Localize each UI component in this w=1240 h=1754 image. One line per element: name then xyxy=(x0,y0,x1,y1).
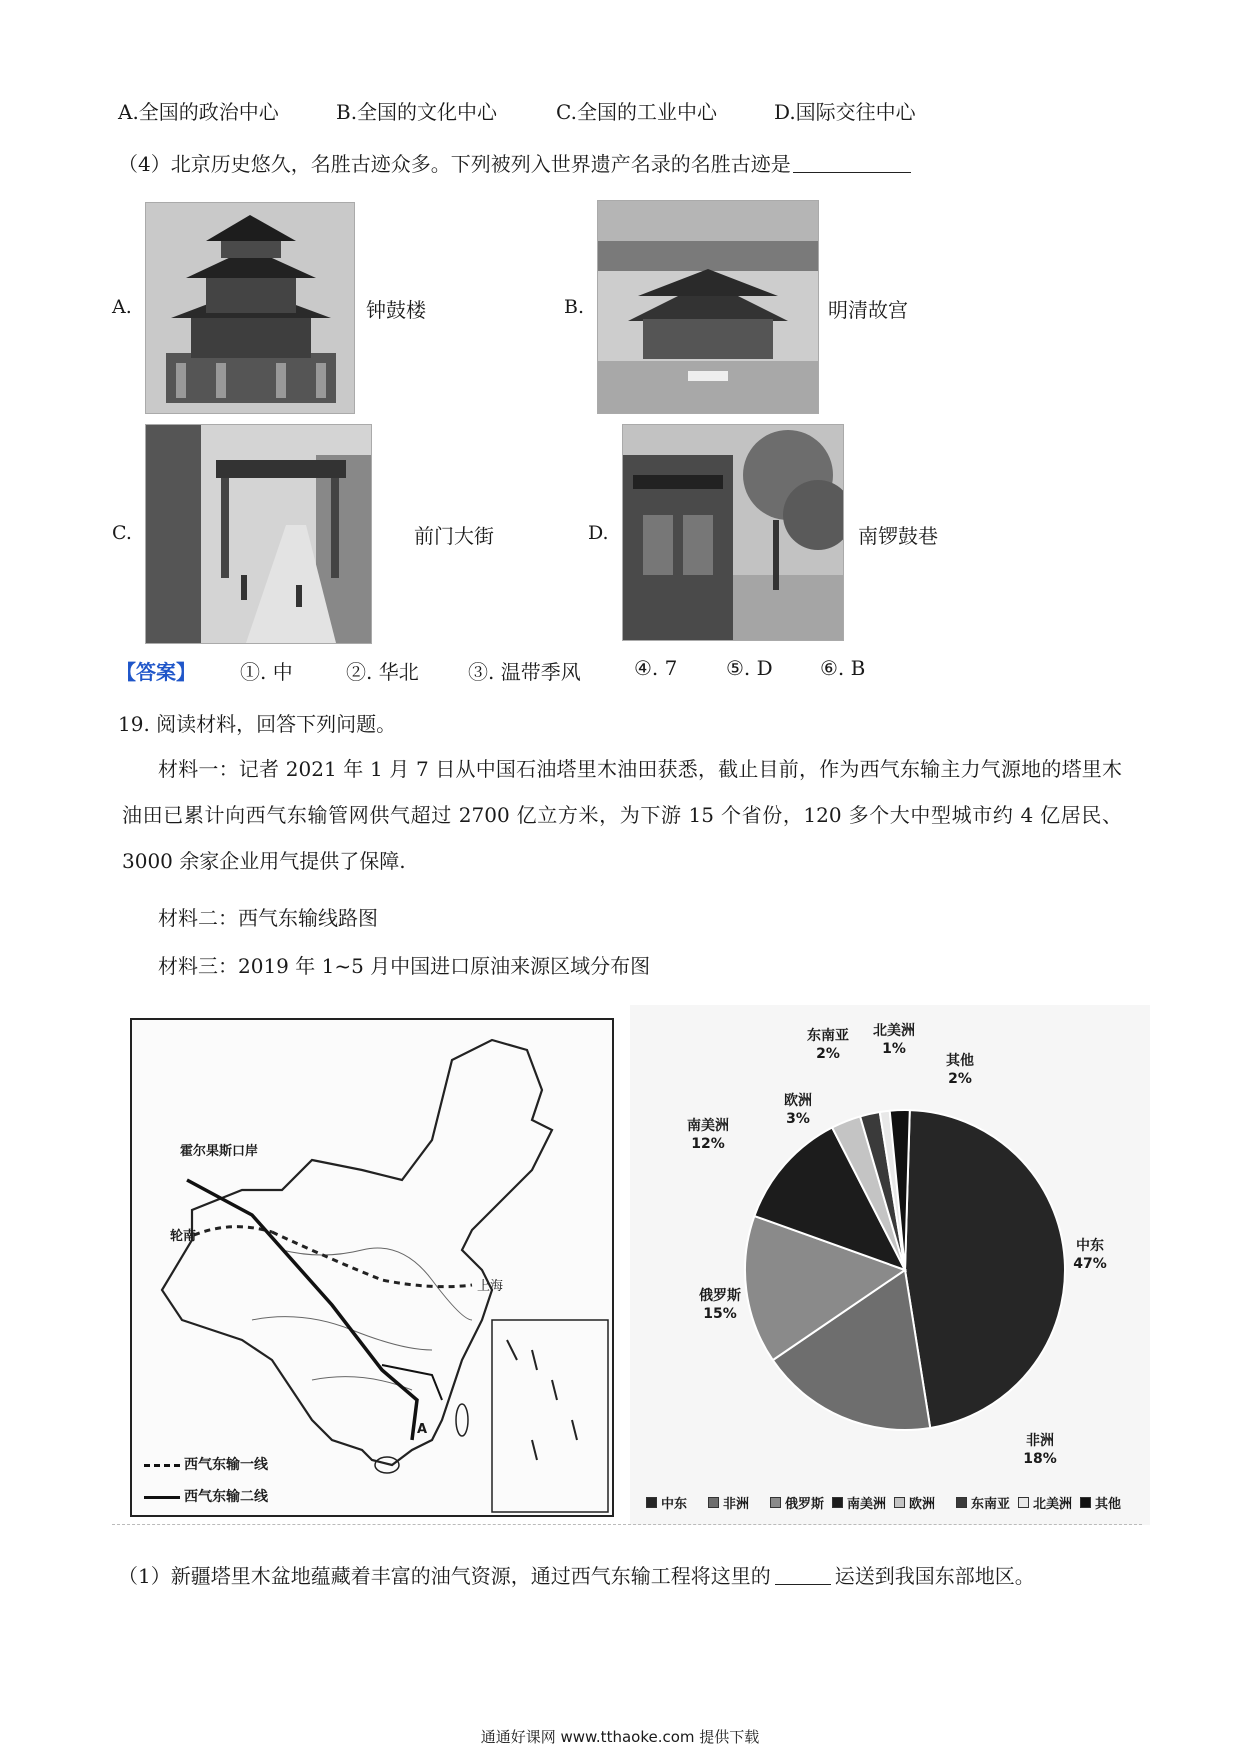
pie-label-name-7: 其他 xyxy=(946,1053,974,1069)
pie-label-name-5: 东南亚 xyxy=(807,1028,849,1044)
q18-option-b: B.全国的文化中心 xyxy=(336,100,498,124)
west-east-gas-map xyxy=(130,1018,614,1517)
pie-label-name-4: 欧洲 xyxy=(784,1093,812,1109)
china-outline-map xyxy=(132,1020,612,1515)
answer-tag: 【答案】 xyxy=(116,660,196,684)
pie-legend-item-5 xyxy=(956,1493,1010,1512)
map-legend-line2: 西气东输二线 xyxy=(144,1486,268,1506)
pie-legend-swatch-6 xyxy=(1018,1497,1029,1508)
map-label-horgos: 霍尔果斯口岸 xyxy=(180,1144,259,1159)
pie-label-value-3: 12% xyxy=(691,1136,725,1152)
choice-d-letter: D. xyxy=(588,522,609,544)
alley-illustration xyxy=(623,425,843,640)
pie-label-value-2: 15% xyxy=(703,1306,737,1322)
separator-line xyxy=(112,1524,1142,1525)
choice-d-label: 南锣鼓巷 xyxy=(858,524,938,548)
pie-slice-0 xyxy=(905,1110,1065,1428)
q19-material2: 材料二：西气东输线路图 xyxy=(158,906,378,930)
map-label-shanghai: 上海 xyxy=(477,1279,504,1294)
answer-item-2: ②. 华北 xyxy=(346,660,419,684)
pie-label-value-6: 1% xyxy=(882,1041,906,1057)
q18-option-d: D.国际交往中心 xyxy=(774,100,916,124)
pie-legend-text-2: 俄罗斯 xyxy=(785,1497,825,1512)
tower-illustration xyxy=(146,203,354,413)
palace-illustration xyxy=(598,201,818,413)
q18-sub4-text: （4）北京历史悠久，名胜古迹众多。下列被列入世界遗产名录的名胜古迹是 xyxy=(118,152,791,176)
pie-legend-text-6: 北美洲 xyxy=(1033,1497,1073,1512)
pie-label-0 xyxy=(1050,1237,1130,1273)
pie-legend-text-0: 中东 xyxy=(661,1497,688,1512)
pie-label-name-0: 中东 xyxy=(1076,1238,1104,1254)
page-footer: 通通好课网 www.tthaoke.com 提供下载 xyxy=(480,1728,760,1746)
map-label-lunnan: 轮南 xyxy=(170,1229,197,1244)
answer-blank xyxy=(793,172,911,173)
q18-sub4-line xyxy=(118,148,911,177)
pie-label-7 xyxy=(920,1052,1000,1088)
pie-legend-item-7 xyxy=(1080,1493,1121,1512)
pie-legend-item-6 xyxy=(1018,1493,1072,1512)
photo-bell-drum-tower xyxy=(145,202,355,414)
pie-label-4 xyxy=(758,1092,838,1128)
photo-qianmen-street xyxy=(145,424,372,644)
pie-legend-text-7: 其他 xyxy=(1095,1497,1122,1512)
pie-legend-swatch-1 xyxy=(708,1497,719,1508)
pie-label-name-2: 俄罗斯 xyxy=(699,1288,741,1304)
answer-item-4: ④. 7 xyxy=(634,656,678,680)
q19-sub1-after: 运送到我国东部地区。 xyxy=(834,1564,1035,1588)
pie-legend-item-3 xyxy=(832,1493,886,1512)
q18-option-a: A.全国的政治中心 xyxy=(118,100,279,124)
choice-b-label: 明清故宫 xyxy=(828,298,908,322)
pie-label-2 xyxy=(680,1287,760,1323)
pie-label-name-1: 非洲 xyxy=(1026,1433,1054,1449)
q19-material3: 材料三：2019 年 1~5 月中国进口原油来源区域分布图 xyxy=(158,954,651,978)
answer-item-6: ⑥. B xyxy=(820,656,866,680)
pie-label-value-0: 47% xyxy=(1073,1256,1107,1272)
answer-item-5: ⑤. D xyxy=(726,656,773,680)
map-label-a: A xyxy=(417,1422,428,1437)
answer-item-3: ③. 温带季风 xyxy=(468,660,581,684)
choice-c-letter: C. xyxy=(112,522,132,544)
q19-material1: 材料一：记者 2021 年 1 月 7 日从中国石油塔里木油田获悉，截止目前，作为西气东输主力气源地的塔里木油田已累计向西气东输管网供气超过 2700 亿立方米，为下游 15 个省份，120 多个大中型城市约 4 亿居民、3000 余家企业用气提供了保障. xyxy=(122,757,1122,873)
photo-nanluoguxiang xyxy=(622,424,844,641)
pie-legend-text-4: 欧洲 xyxy=(909,1497,936,1512)
pie-legend-swatch-2 xyxy=(770,1497,781,1508)
choice-a-label: 钟鼓楼 xyxy=(366,298,426,322)
pie-label-value-1: 18% xyxy=(1023,1451,1057,1467)
q19-sub1-line xyxy=(118,1560,1035,1589)
pie-legend-text-3: 南美洲 xyxy=(847,1497,887,1512)
choice-b-letter: B. xyxy=(564,296,585,318)
pie-legend-item-2 xyxy=(770,1493,824,1512)
pie-legend-swatch-5 xyxy=(956,1497,967,1508)
pie-legend-swatch-3 xyxy=(832,1497,843,1508)
crude-oil-pie-chart xyxy=(630,1005,1150,1525)
pie-label-value-4: 3% xyxy=(786,1111,810,1127)
pie-label-1 xyxy=(1000,1432,1080,1468)
pie-legend-item-4 xyxy=(894,1493,935,1512)
map-legend-line1: 西气东输一线 xyxy=(144,1454,268,1474)
pie-label-name-3: 南美洲 xyxy=(687,1118,729,1134)
pie-label-value-5: 2% xyxy=(816,1046,840,1062)
pie-legend-item-1 xyxy=(708,1493,749,1512)
pie-legend-text-1: 非洲 xyxy=(723,1497,750,1512)
photo-forbidden-city xyxy=(597,200,819,414)
q19-stem: 19. 阅读材料，回答下列问题。 xyxy=(118,712,397,736)
pie-label-3 xyxy=(668,1117,748,1153)
q18-option-c: C.全国的工业中心 xyxy=(556,100,717,124)
pie-legend-text-5: 东南亚 xyxy=(971,1497,1011,1512)
pie-legend-swatch-4 xyxy=(894,1497,905,1508)
pie-label-name-6: 北美洲 xyxy=(873,1023,915,1039)
choice-a-letter: A. xyxy=(112,296,132,318)
pie-legend-item-0 xyxy=(646,1493,687,1512)
street-illustration xyxy=(146,425,371,643)
answer-item-1: ①. 中 xyxy=(240,660,293,684)
pie-legend-swatch-0 xyxy=(646,1497,657,1508)
pie-label-value-7: 2% xyxy=(948,1071,972,1087)
choice-c-label: 前门大街 xyxy=(414,524,494,548)
q19-sub1-before: （1）新疆塔里木盆地蕴藏着丰富的油气资源，通过西气东输工程将这里的 xyxy=(118,1564,771,1588)
answer-blank xyxy=(775,1584,831,1585)
pie-legend-swatch-7 xyxy=(1080,1497,1091,1508)
